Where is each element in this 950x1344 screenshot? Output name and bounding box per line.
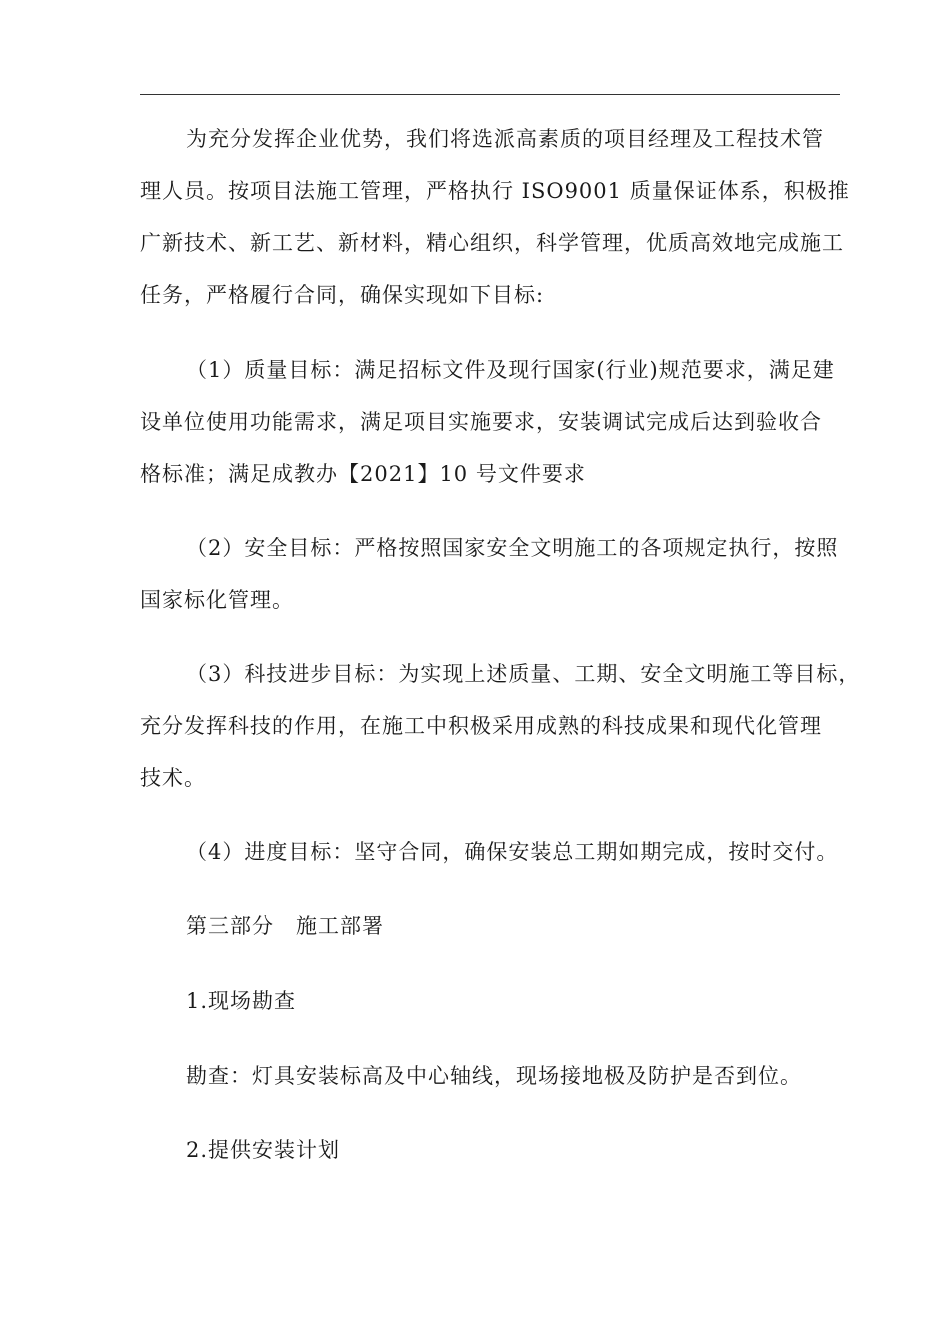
- intro-line: 为充分发挥企业优势，我们将选派高素质的项目经理及工程技术管: [186, 127, 824, 151]
- goal-line: （3）科技进步目标：为实现上述质量、工期、安全文明施工等目标，: [186, 662, 861, 686]
- goal-quality-paragraph: [140, 344, 840, 500]
- intro-line: 理人员。按项目法施工管理，严格执行 ISO9001 质量保证体系，积极推: [140, 179, 850, 203]
- goal-line: 技术。: [140, 766, 206, 790]
- intro-line: 广新技术、新工艺、新材料，精心组织，科学管理，优质高效地完成施工: [140, 231, 844, 255]
- item1-heading: 1.现场勘查: [186, 989, 297, 1013]
- intro-paragraph: [140, 113, 850, 321]
- item1-text: 勘查：灯具安装标高及中心轴线，现场接地极及防护是否到位。: [186, 1064, 802, 1088]
- intro-line: 任务，严格履行合同，确保实现如下目标:: [140, 283, 545, 307]
- goal-schedule-paragraph: [140, 826, 840, 878]
- item2-heading: 2.提供安装计划: [186, 1138, 341, 1162]
- goal-line: （4）进度目标：坚守合同，确保安装总工期如期完成，按时交付。: [186, 840, 839, 864]
- header-rule: [140, 94, 840, 95]
- goal-tech-paragraph: [140, 648, 861, 804]
- goal-line: （2）安全目标：严格按照国家安全文明施工的各项规定执行，按照: [186, 536, 839, 560]
- goal-line: （1）质量目标：满足招标文件及现行国家(行业)规范要求，满足建: [186, 358, 835, 382]
- goal-line: 格标准；满足成教办【2021】10 号文件要求: [140, 462, 586, 486]
- section-title: 第三部分 施工部署: [186, 914, 384, 938]
- goal-safety-paragraph: [140, 522, 840, 626]
- goal-line: 设单位使用功能需求，满足项目实施要求，安装调试完成后达到验收合: [140, 410, 822, 434]
- goal-line: 国家标化管理。: [140, 588, 294, 612]
- goal-line: 充分发挥科技的作用，在施工中积极采用成熟的科技成果和现代化管理: [140, 714, 822, 738]
